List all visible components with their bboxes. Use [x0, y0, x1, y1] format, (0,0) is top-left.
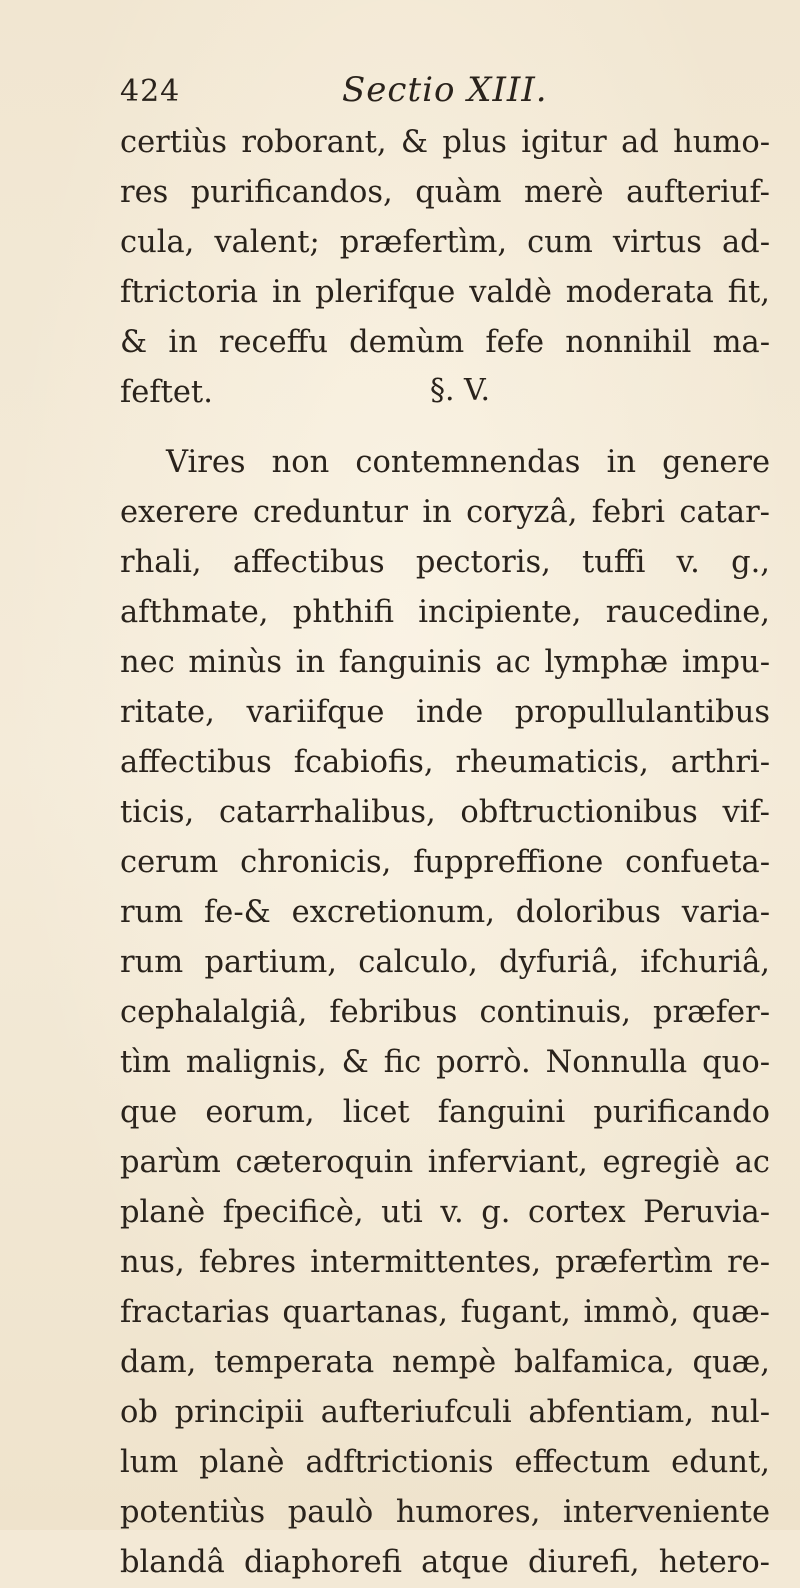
text-line: certiùs roborant, & plus igitur ad humo- [120, 125, 770, 160]
text-line: parùm cæteroquin inferviant, egregiè ac [120, 1145, 770, 1180]
text-line: rum fe-& excretionum, doloribus varia- [120, 895, 770, 930]
text-line: ritate, variifque inde propullulantibus [120, 695, 770, 730]
text-line: fractarias quartanas, fugant, immò, quæ- [120, 1295, 770, 1330]
text-line: Vires non contemnendas in genere [166, 445, 770, 480]
paragraph-section-v [120, 438, 770, 1588]
text-line: rhali, affectibus pectoris, tuffi v. g., [120, 545, 770, 580]
section-heading: §. V. [429, 373, 490, 408]
text-line: que eorum, licet fanguini purificando [120, 1095, 770, 1130]
text-line: affectibus fcabiofis, rheumaticis, arthri- [120, 745, 770, 780]
text-line: res purificandos, quàm merè aufteriuf- [120, 175, 770, 210]
text-line: exerere creduntur in coryzâ, febri catar- [120, 495, 770, 530]
running-head: Sectio XIII. [342, 70, 548, 110]
text-line: ticis, catarrhalibus, obftructionibus vif- [120, 795, 770, 830]
text-line: & in receffu demùm fefe nonnihil ma- [120, 325, 770, 360]
text-line: nus, febres intermittentes, præfertìm re- [120, 1245, 770, 1280]
text-line: rum partium, calculo, dyfuriâ, ifchuriâ, [120, 945, 770, 980]
page-header [120, 70, 760, 120]
text-line: dam, temperata nempè balfamica, quæ, [120, 1345, 770, 1380]
text-line: blandâ diaphorefi atque diurefi, hetero- [120, 1545, 770, 1580]
text-line: cephalalgiâ, febribus continuis, præfer- [120, 995, 770, 1030]
text-line: potentiùs paulò humores, interveniente [120, 1495, 770, 1530]
text-line: nec minùs in fanguinis ac lymphæ impu- [120, 645, 770, 680]
text-line: cula, valent; præfertìm, cum virtus ad- [120, 225, 770, 260]
text-line: tìm malignis, & fic porrò. Nonnulla quo- [120, 1045, 770, 1080]
text-line: cerum chronicis, fuppreffione confueta- [120, 845, 770, 880]
text-line: ftrictoria in plerifque valdè moderata fit, [120, 275, 770, 310]
text-line: afthmate, phthifi incipiente, raucedine, [120, 595, 770, 630]
text-line: feftet. [120, 375, 213, 410]
text-line: ob principii aufteriufculi abfentiam, nul- [120, 1395, 770, 1430]
text-line: planè fpecificè, uti v. g. cortex Peruvia- [120, 1195, 770, 1230]
text-line: lum planè adftrictionis effectum edunt, [120, 1445, 770, 1480]
page-number: 424 [120, 74, 181, 109]
